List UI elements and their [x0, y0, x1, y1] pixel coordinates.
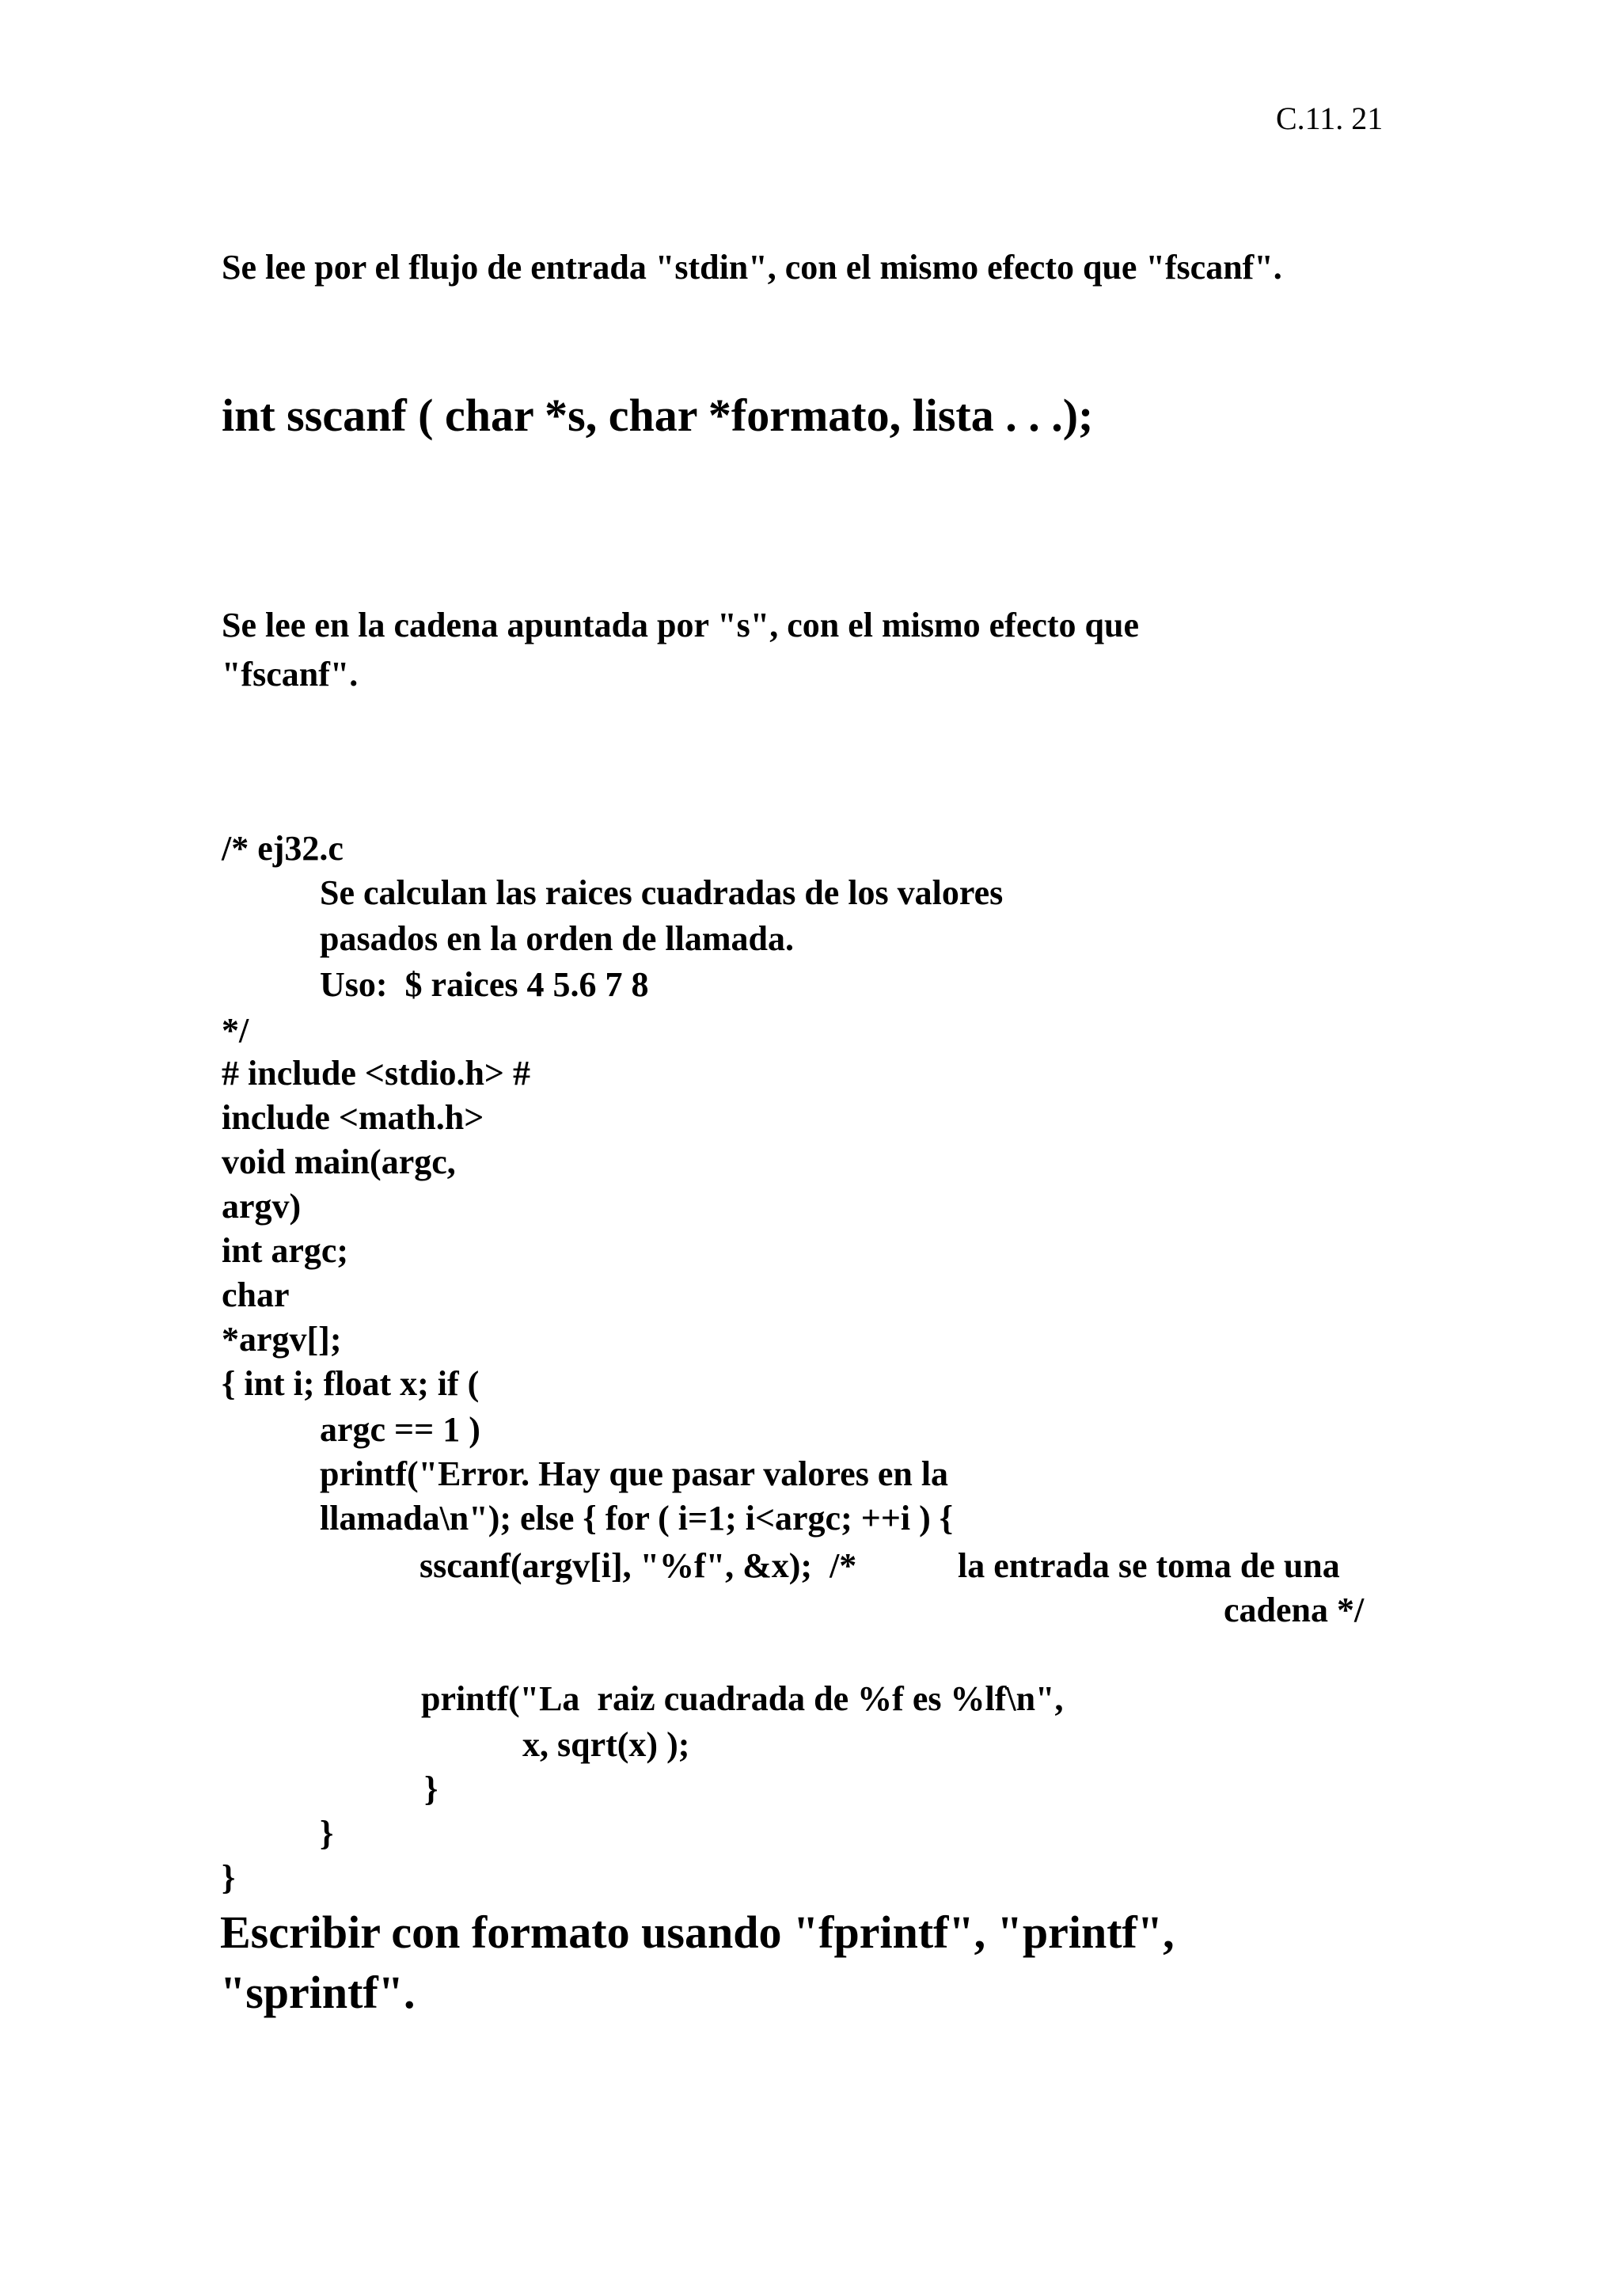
code-line: { int i; float x; if ( [222, 1364, 480, 1403]
intro-paragraph: Se lee por el flujo de entrada "stdin", con el mismo efecto que "fscanf". [222, 248, 1282, 287]
code-line: } [424, 1770, 438, 1808]
code-line: include <math.h> [222, 1098, 484, 1137]
code-line: pasados en la orden de llamada. [320, 919, 794, 958]
code-line: sscanf(argv[i], "%f", &x); /* [419, 1546, 857, 1585]
code-line: } [320, 1814, 334, 1853]
code-line: */ [222, 1011, 249, 1050]
sscanf-description-line2: "fscanf". [222, 655, 359, 694]
code-line: char [222, 1275, 290, 1314]
sscanf-signature: int sscanf ( char *s, char *formato, lista . . .); [222, 390, 1094, 441]
code-line: printf("Error. Hay que pasar valores en la [320, 1454, 949, 1493]
code-line: llamada\n"); else { for ( i=1; i<argc; ++i ) { [320, 1499, 954, 1538]
code-line: printf("La raiz cuadrada de %f es %lf\n", [421, 1679, 1064, 1718]
code-line: # include <stdio.h> # [222, 1054, 531, 1093]
code-line: /* ej32.c [222, 829, 344, 868]
code-comment: la entrada se toma de una [958, 1546, 1340, 1585]
code-line: Se calculan las raices cuadradas de los valores [320, 873, 1004, 912]
code-line: *argv[]; [222, 1320, 342, 1359]
code-line: int argc; [222, 1231, 349, 1270]
code-line: } [222, 1858, 236, 1897]
code-line: argc == 1 ) [320, 1410, 480, 1449]
page-number: C.11. 21 [1276, 101, 1384, 136]
code-line: void main(argc, [222, 1142, 456, 1181]
code-line: x, sqrt(x) ); [522, 1725, 690, 1764]
code-comment: cadena */ [1224, 1591, 1365, 1629]
section-heading-line2: "sprintf". [220, 1967, 416, 2018]
code-line: Uso: $ raices 4 5.6 7 8 [320, 965, 649, 1004]
sscanf-description-line1: Se lee en la cadena apuntada por "s", con el mismo efecto que [222, 606, 1139, 644]
section-heading-line1: Escribir con formato usando "fprintf", "printf", [220, 1906, 1175, 1958]
code-line: argv) [222, 1187, 302, 1226]
